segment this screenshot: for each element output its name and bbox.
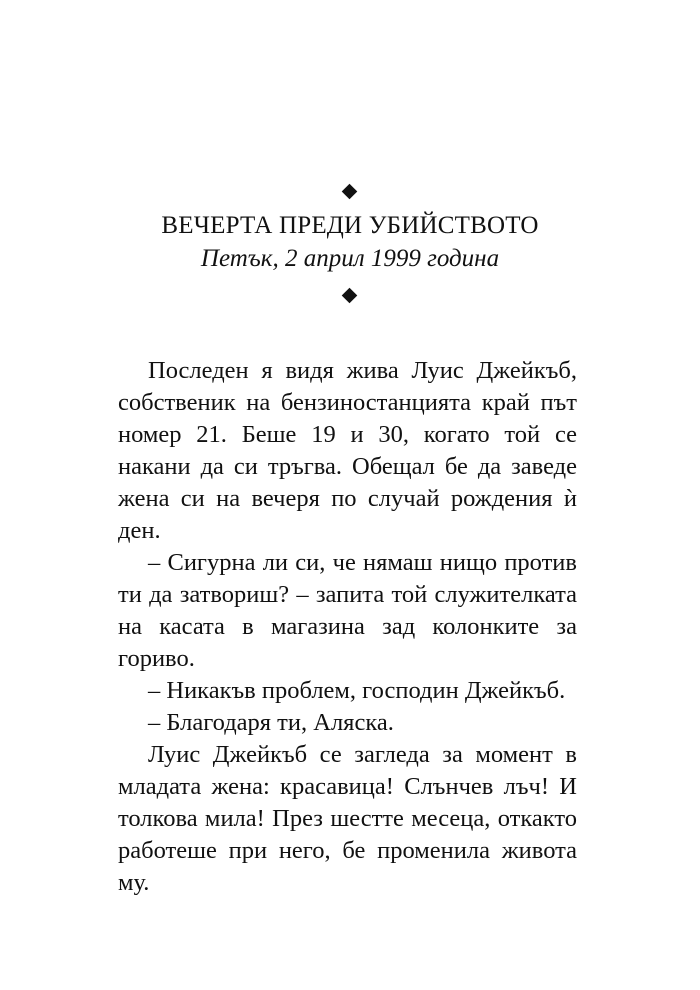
chapter-date: Петък, 2 април 1999 година xyxy=(200,245,500,272)
paragraph: Луис Джейкъб се загледа за момент в младата жена: красавица! Слънчев лъч! И толкова мила! През шестте месеца, откакто работеше при него, бе променила живота му. xyxy=(118,741,577,896)
chapter-title: ВЕЧЕРТА ПРЕДИ УБИЙСТВОТО xyxy=(161,212,539,239)
diamond-ornament-icon xyxy=(342,184,358,200)
body-text xyxy=(118,355,577,899)
diamond-ornament-icon xyxy=(342,288,358,304)
paragraph: – Сигурна ли си, че нямаш нищо против ти да затвориш? – запита той служителката на касата в магазина зад колонките за гориво. xyxy=(118,549,577,672)
paragraph: – Благодаря ти, Аляска. xyxy=(148,709,394,736)
paragraph: Последен я видя жива Луис Джейкъб, собственик на бензиностанцията край път номер 21. Беше 19 и 30, когато той се накани да си тръгва. Обещал бе да заведе жена си на вечеря по случай рождения ѝ ден. xyxy=(118,357,577,544)
paragraph: – Никакъв проблем, господин Джейкъб. xyxy=(148,677,566,704)
